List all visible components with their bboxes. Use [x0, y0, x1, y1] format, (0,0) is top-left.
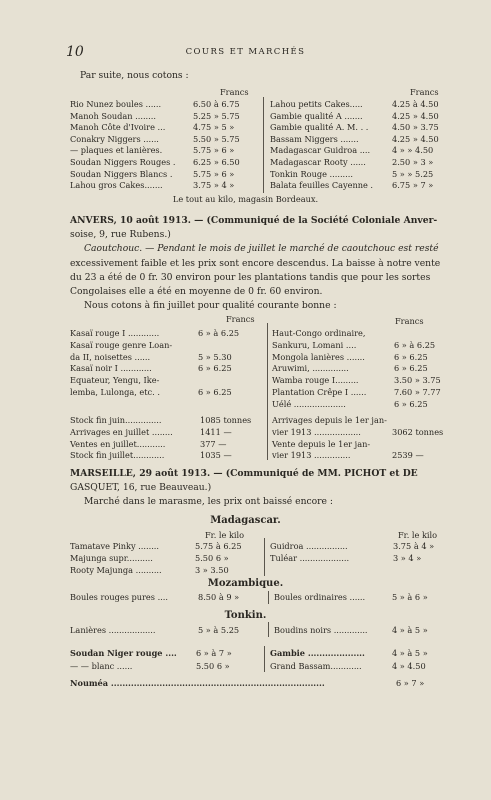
- item-name: Equateur, Yengu, Ike-: [70, 375, 160, 386]
- item-name: Lanières ..................: [70, 625, 156, 635]
- item-name: Kasaï rouge genre Loan-: [70, 339, 173, 350]
- item-price: 5 » » 5.25: [392, 168, 434, 179]
- item-price: 4.25 » 4.50: [392, 110, 439, 121]
- item-price: 7.60 » 7.77: [394, 387, 441, 397]
- item-name: Tamatave Pinky ........: [70, 541, 160, 551]
- section3-unit-left: Fr. le kilo: [205, 530, 245, 540]
- text-line: du 23 a été de 0 fr. 30 environ pour les plantations tandis que pour les sortes: [70, 271, 431, 283]
- item-price: 6 » 6.25: [394, 351, 428, 362]
- item-price: 3.50 » 3.75: [394, 375, 441, 386]
- item-price: 3 » 3.50: [195, 564, 229, 575]
- running-title: COURS ET MARCHÉS: [185, 47, 306, 57]
- section2-unit-left: Francs: [226, 314, 255, 324]
- page-header: [0, 44, 491, 60]
- item-price: 5 » à 6 »: [392, 592, 428, 602]
- item-name: Madagascar Rooty ......: [270, 157, 366, 167]
- item-name: Uélé ....................: [272, 398, 346, 409]
- item-price: 6 » à 7 »: [196, 648, 232, 658]
- item-price: 6 » 6.25: [198, 387, 232, 397]
- item-name: Rio Nunez boules ......: [70, 99, 162, 109]
- item-name: Sankuru, Lomani ....: [272, 339, 357, 350]
- item-name: lemba, Lulonga, etc. .: [70, 387, 160, 397]
- text-line: excessivement faible et les prix sont encore descendus. La baisse à notre vente: [70, 257, 441, 269]
- column-divider: [264, 538, 265, 576]
- item-price: 5 » à 5.25: [198, 625, 240, 635]
- item-price: 4.25 » 4.50: [392, 133, 439, 144]
- text-line: GASQUET, 16, rue Beauveau.): [70, 482, 212, 494]
- item-name: Guidroa ................: [270, 541, 348, 551]
- item-price: 6 » à 6.25: [198, 328, 240, 338]
- item-name: Manoh Soudan ........: [70, 110, 156, 121]
- item-name: Boudins noirs .............: [274, 625, 368, 635]
- item-price: 4 » à 5 »: [392, 625, 428, 635]
- item-name: Arrivages en juillet ........: [70, 426, 173, 437]
- column-divider: [268, 591, 269, 604]
- item-price: 3.75 » 4 »: [193, 180, 235, 191]
- item-price: 3.75 à 4 »: [393, 541, 435, 551]
- section3-unit-right: Fr. le kilo: [398, 530, 438, 540]
- item-name: Gambie qualité A .......: [270, 110, 363, 121]
- item-name: Soudan Niggers Rouges .: [70, 157, 176, 167]
- item-name: Gambie qualité A. M. . .: [270, 122, 369, 133]
- item-price: 6 » 6.25: [394, 398, 428, 409]
- item-name: Gambie ....................: [270, 648, 365, 658]
- item-price: 377 —: [200, 438, 227, 449]
- item-price: 1411 —: [200, 426, 232, 437]
- section1-footnote: Le tout au kilo, magasin Bordeaux.: [172, 194, 319, 204]
- item-name: Nouméa ...........................................................................: [70, 678, 325, 688]
- item-price: 2539 —: [392, 450, 424, 461]
- item-price: 2.50 » 3 »: [392, 157, 434, 167]
- column-divider: [263, 97, 264, 193]
- item-price: 1085 tonnes: [200, 415, 252, 425]
- item-name: da II, noisettes ......: [70, 351, 151, 362]
- item-name: Stock fin juin..............: [70, 415, 162, 425]
- item-price: 5 » 5.30: [198, 351, 232, 362]
- heading-mozambique: Mozambique.: [207, 578, 284, 589]
- item-name: vier 1913 ..............: [272, 450, 351, 461]
- item-name: Haut-Congo ordinaire,: [272, 328, 366, 338]
- item-name: Kasaï rouge I ............: [70, 328, 160, 338]
- item-name: — plaques et lanières.: [70, 145, 163, 156]
- item-name: Mongola lanières .......: [272, 351, 365, 362]
- item-price: 4.50 » 3.75: [392, 122, 439, 133]
- item-price: 3 » 4 »: [393, 552, 422, 563]
- item-name: Boules ordinaires ......: [274, 592, 366, 602]
- item-name: Tonkin Rouge .........: [270, 168, 353, 179]
- item-name: Bassam Niggers .......: [270, 133, 359, 144]
- item-name: Kasaï noir I ............: [70, 363, 152, 374]
- heading-tonkin: Tonkin.: [224, 610, 267, 621]
- item-price: 8.50 à 9 »: [198, 592, 240, 602]
- text-line: Caoutchouc. — Pendant le mois de juillet le marché de caoutchouc est resté: [84, 243, 439, 255]
- item-name: Tuléar ...................: [270, 552, 350, 563]
- text-line: MARSEILLE, 29 août 1913. — (Communiqué de MM. PICHOT et DE: [70, 468, 418, 479]
- item-price: 4 » 4.50: [392, 660, 426, 671]
- item-name: Lahou petits Cakes.....: [270, 99, 363, 109]
- item-name: — — blanc ......: [70, 660, 133, 671]
- text-line: soise, 9, rue Rubens.): [70, 229, 171, 241]
- text-line: Nous cotons à fin juillet pour qualité courante bonne :: [84, 300, 337, 312]
- item-price: 6 » 6.25: [394, 363, 428, 374]
- item-price: 3062 tonnes: [392, 426, 444, 437]
- item-name: Arrivages depuis le 1er jan-: [272, 415, 387, 425]
- item-name: vier 1913 ..................: [272, 426, 361, 437]
- item-name: Balata feuilles Cayenne .: [270, 180, 374, 191]
- item-name: Lahou gros Cakes.......: [70, 180, 163, 191]
- item-price: 6.75 » 7 »: [392, 180, 434, 191]
- item-name: Soudan Niger rouge ....: [70, 648, 177, 658]
- item-price: 6.25 » 6.50: [193, 157, 240, 167]
- item-name: Aruwimi, ..............: [272, 363, 349, 374]
- section2-unit-right: Francs: [395, 316, 424, 326]
- item-price: 5.25 » 5.75: [193, 110, 240, 121]
- column-divider: [268, 622, 269, 637]
- item-name: Grand Bassam............: [270, 660, 362, 671]
- item-price: 6 » à 6.25: [394, 339, 436, 350]
- section1-intro: Par suite, nous cotons :: [80, 70, 189, 81]
- item-name: Rooty Majunga ..........: [70, 564, 162, 575]
- item-name: Vente depuis le 1er jan-: [272, 438, 371, 449]
- item-name: Wamba rouge I.........: [272, 375, 359, 386]
- item-price: 6.50 à 6.75: [193, 99, 240, 109]
- item-name: Ventes en juillet...........: [70, 438, 166, 449]
- item-name: Madagascar Guidroa ....: [270, 145, 371, 156]
- section1-unit-right: Francs: [410, 87, 439, 97]
- item-name: Majunga supr..........: [70, 552, 153, 563]
- item-price: 4 » » 4.50: [392, 145, 434, 156]
- item-price: 5.50 6 »: [196, 660, 230, 671]
- item-name: Stock fin juillet............: [70, 450, 165, 461]
- text-line: Marché dans le marasme, les prix ont baissé encore :: [84, 496, 334, 508]
- item-name: Soudan Niggers Blancs .: [70, 168, 173, 179]
- item-price: 4 » à 5 »: [392, 648, 428, 658]
- item-price: 6 » 7 »: [396, 678, 425, 688]
- item-price: 5.75 » 6 »: [193, 168, 235, 179]
- item-name: Boules rouges pures ....: [70, 592, 168, 602]
- text-line: ANVERS, 10 août 1913. — (Communiqué de la Société Coloniale Anver-: [70, 215, 438, 226]
- item-price: 5.75 » 6 »: [193, 145, 235, 156]
- item-price: 5.50 » 5.75: [193, 133, 240, 144]
- column-divider: [267, 323, 268, 460]
- item-price: 1035 —: [200, 450, 232, 461]
- item-price: 4.25 à 4.50: [392, 99, 439, 109]
- item-price: 4.75 » 5 »: [193, 122, 235, 133]
- section1-unit-left: Francs: [220, 87, 249, 97]
- item-price: 5.50 6 »: [195, 552, 229, 563]
- item-name: Manoh Côte d'Ivoire ...: [70, 122, 166, 133]
- item-price: 6 » 6.25: [198, 363, 232, 374]
- item-name: Conakry Niggers ......: [70, 133, 159, 144]
- item-price: 5.75 à 6.25: [195, 541, 242, 551]
- page-number: 10: [66, 44, 84, 60]
- column-divider: [264, 646, 265, 672]
- item-name: Plantation Crêpe I ......: [272, 387, 367, 397]
- text-line: Congolaises elle a été en moyenne de 0 fr. 60 environ.: [70, 286, 323, 297]
- heading-madagascar: Madagascar.: [210, 515, 281, 526]
